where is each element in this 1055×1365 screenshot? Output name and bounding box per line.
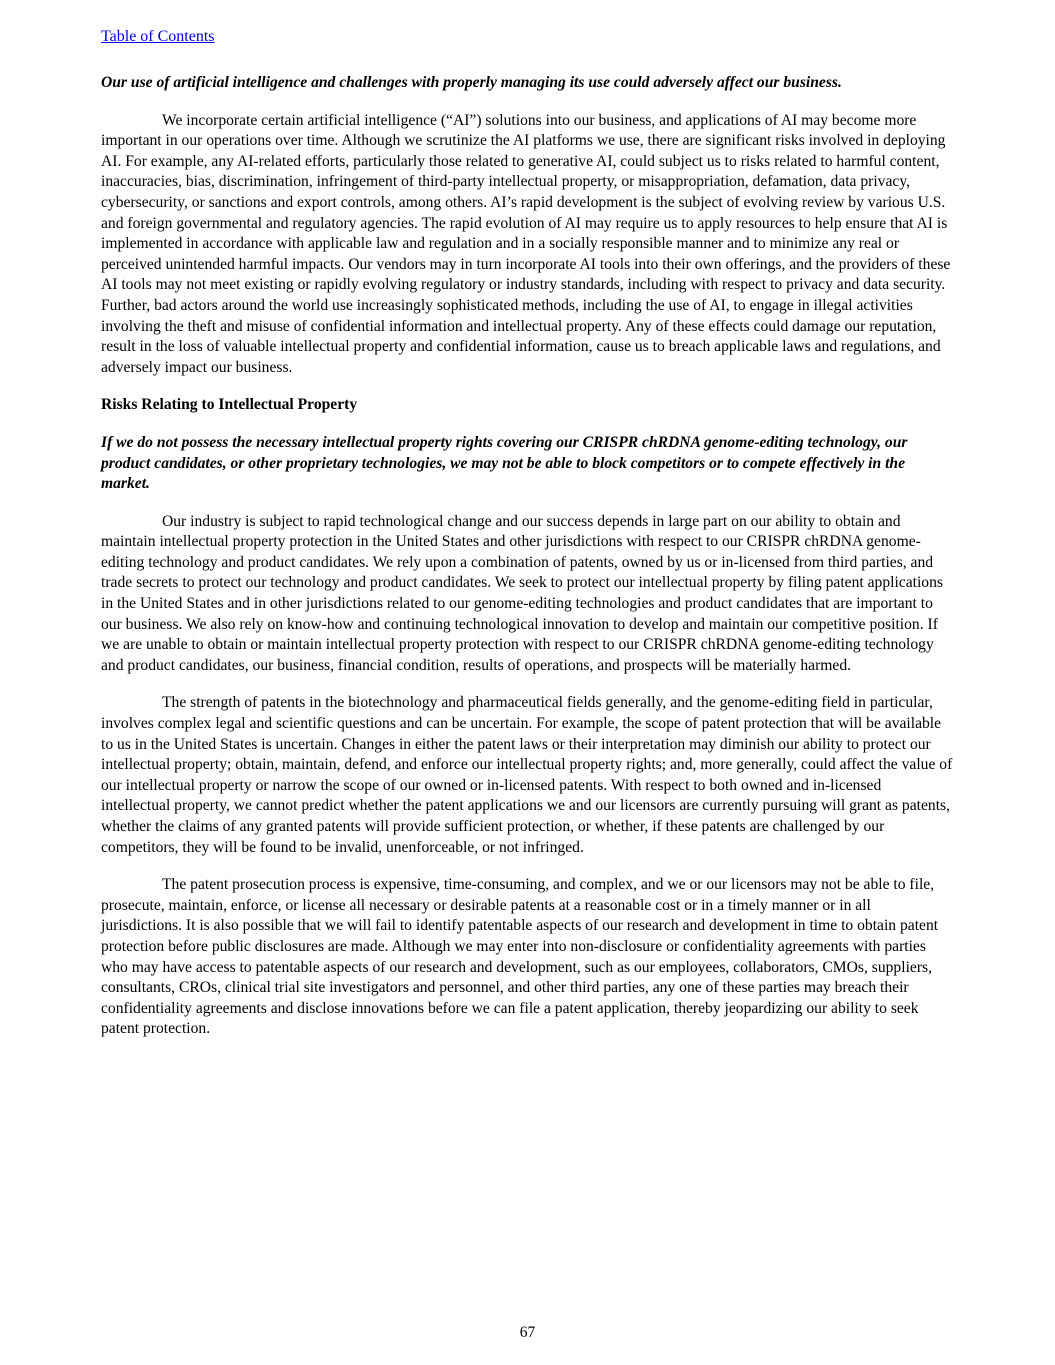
ip-paragraph-1: Our industry is subject to rapid technological change and our success depends in large part on our ability to obtain and maintain intellectual property protection in the United States and other jurisdictions with respect to our CRISPR chRDNA genome-editing technology and product candidates. We rely upon a combination of patents, owned by us or in-licensed from third parties, and trade secrets to protect our technology and product candidates. We seek to protect our intellectual property by filing patent applications in the United States and in other jurisdictions related to our genome-editing technologies and product candidates that are important to our business. We also rely on know-how and continuing technological innovation to develop and maintain our competitive position. If we are unable to obtain or maintain intellectual property protection with respect to our CRISPR chRDNA genome-editing technology and product candidates, our business, financial condition, results of operations, and prospects will be materially harmed. bbox=[101, 512, 943, 674]
ip-section-heading: Risks Relating to Intellectual Property bbox=[101, 396, 358, 414]
ai-risk-paragraph: We incorporate certain artificial intelligence (“AI”) solutions into our business, and applications of AI may become more important in our operations over time. Although we scrutinize the AI platforms we use, there are significant risks involved in deploying AI. For example, any AI-related efforts, particularly those related to generative AI, could subject us to risks related to harmful content, inaccuracies, bias, discrimination, infringement of third-party intellectual property, or misappropriation, defamation, data privacy, cybersecurity, or sanctions and export controls, among others. AI’s rapid development is the subject of evolving review by various U.S. and foreign governmental and regulatory agencies. The rapid evolution of AI may require us to apply resources to help ensure that AI is implemented in accordance with applicable law and regulation and in a socially responsible manner and to minimize any real or perceived unintended harmful impacts. Our vendors may in turn incorporate AI tools into their own offerings, and the providers of these AI tools may not meet existing or rapidly evolving regulatory or industry standards, including with respect to privacy and data security. Further, bad actors around the world use increasingly sophisticated methods, including the use of AI, to engage in illegal activities involving the theft and misuse of confidential information and intellectual property. Any of these effects could damage our reputation, result in the loss of valuable intellectual property and confidential information, cause us to breach applicable laws and regulations, and adversely impact our business. bbox=[101, 111, 951, 376]
ip-risk-heading: If we do not possess the necessary intellectual property rights covering our CRISPR chRDNA genome-editing technology, our product candidates, or other proprietary technologies, we may not be able to block competitors or to compete effectively in the market. bbox=[101, 433, 908, 493]
ip-paragraph-3: The patent prosecution process is expensive, time-consuming, and complex, and we or our licensors may not be able to file, prosecute, maintain, enforce, or license all necessary or desirable patents at a reasonable cost or in a timely manner or in all jurisdictions. It is also possible that we will fail to identify patentable aspects of our research and development in time to obtain patent protection before public disclosures are made. Although we may enter into non-disclosure or confidentiality agreements with parties who may have access to patentable aspects of our research and development, such as our employees, collaborators, CMOs, suppliers, consultants, CROs, clinical trial site investigators and personnel, and other third parties, any one of these parties may breach their confidentiality agreements and disclose innovations before we can file a patent application, thereby jeopardizing our ability to seek patent protection. bbox=[101, 876, 939, 1038]
page-number: 67 bbox=[519, 1324, 536, 1341]
document-body bbox=[101, 73, 953, 1057]
ip-paragraph-2: The strength of patents in the biotechnology and pharmaceutical fields generally, and the genome-editing field in particular, involves complex legal and scientific questions and can be uncertain. For example, the scope of patent protection that will be available to us in the United States is uncertain. Changes in either the patent laws or their interpretation may diminish our ability to protect our intellectual property; obtain, maintain, defend, and enforce our intellectual property rights; and, more generally, could affect the value of our intellectual property or narrow the scope of our owned or in-licensed patents. With respect to both owned and in-licensed intellectual property, we cannot predict whether the patent applications we and our licensors are currently pursuing will grant as patents, whether the claims of any granted patents will provide sufficient protection, or whether, if these patents are challenged by our competitors, they will be found to be invalid, unenforceable, or not infringed. bbox=[101, 694, 953, 856]
ai-risk-heading: Our use of artificial intelligence and challenges with properly managing its use could adversely affect our business. bbox=[101, 74, 842, 91]
table-of-contents-link[interactable]: Table of Contents bbox=[101, 28, 215, 45]
